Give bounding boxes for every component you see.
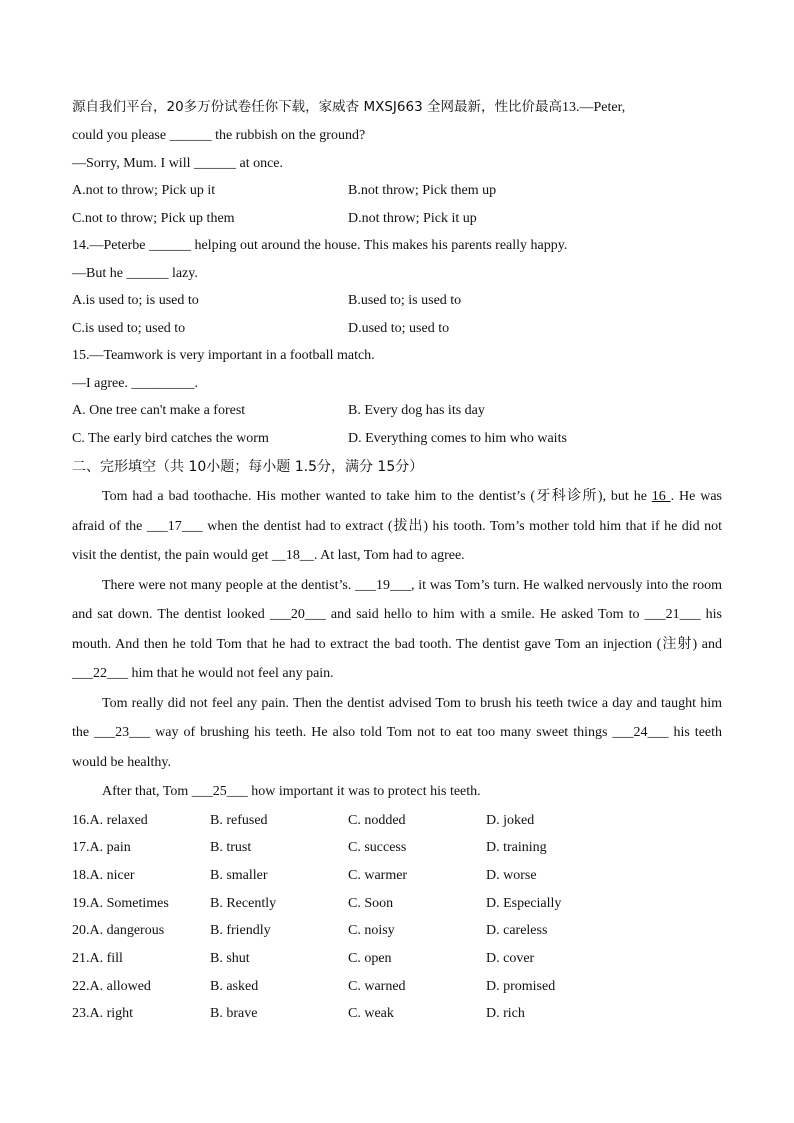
choice-20-d: D. careless (486, 923, 548, 939)
q14-line1: 14.—Peterbe ______ helping out around the house. This makes his parents really happy. (72, 238, 568, 253)
q13-option-d: D.not throw; Pick it up (348, 210, 477, 226)
choice-23-b: B. brave (210, 1006, 258, 1022)
choice-row-19 (72, 890, 722, 918)
choice-17-a: 17.A. pain (72, 840, 131, 856)
blank-16: 16 (651, 489, 671, 504)
p2-text-3: and said hello to him with a smile. He asked Tom to (325, 607, 645, 622)
choice-row-20 (72, 917, 722, 945)
choice-17-d: D. training (486, 840, 547, 856)
choice-16-c: C. nodded (348, 812, 406, 828)
choice-20-a: 20.A. dangerous (72, 923, 165, 939)
choice-row-18 (72, 862, 722, 890)
q13-line3: —Sorry, Mum. I will ______ at once. (72, 155, 284, 171)
p3-text-2: way of brushing his teeth. He also told Tom not to eat too many sweet things (150, 725, 613, 740)
q15-options-row2 (72, 425, 722, 453)
choice-row-21 (72, 945, 722, 973)
choice-22-b: B. asked (210, 978, 259, 994)
choice-21-d: D. cover (486, 950, 535, 966)
q14-option-a: A.is used to; is used to (72, 293, 199, 308)
choice-row-23 (72, 1000, 722, 1028)
choice-row-16 (72, 807, 722, 835)
blank-18: __18__ (271, 548, 314, 563)
choice-row-17 (72, 834, 722, 862)
choice-21-c: C. open (348, 950, 392, 966)
choice-17-c: C. success (348, 840, 407, 856)
choice-row-22 (72, 973, 722, 1001)
choice-18-a: 18.A. nicer (72, 867, 135, 883)
p4-text-1: After that, Tom (102, 784, 192, 799)
p2-text-2: , it was Tom’s turn. He walked nervously into the room and sat down. The dentist looked (72, 577, 722, 622)
q15-option-c: C. The early bird catches the worm (72, 430, 269, 446)
choice-19-c: C. Soon (348, 895, 394, 911)
q13-option-a: A.not to throw; Pick up it (72, 183, 216, 198)
q13-option-b: B.not throw; Pick them up (348, 183, 497, 198)
choice-21-a: 21.A. fill (72, 950, 123, 966)
passage-paragraph-1 (72, 482, 722, 571)
choice-23-a: 23.A. right (72, 1006, 134, 1022)
p2-text-4: his mouth. And then he told Tom that he had to extract the bad tooth. The dentist gave Tom an injection (注射) and (72, 607, 722, 652)
choice-23-c: C. weak (348, 1006, 394, 1022)
choice-20-b: B. friendly (210, 923, 271, 939)
q14-line2: —But he ______ lazy. (72, 265, 198, 281)
p2-text-1: There were not many people at the dentist’s. (102, 577, 356, 593)
choice-23-d: D. rich (486, 1006, 525, 1022)
blank-20: ___20___ (269, 607, 326, 622)
choice-18-c: C. warmer (348, 867, 408, 883)
choice-16-a: 16.A. relaxed (72, 812, 148, 828)
q15-option-a: A. One tree can't make a forest (72, 403, 246, 418)
passage-paragraph-2 (72, 571, 722, 689)
choice-16-b: B. refused (210, 812, 268, 828)
q13-option-c: C.not to throw; Pick up them (72, 210, 235, 226)
blank-22: ___22___ (72, 666, 128, 681)
blank-19: ___19___ (355, 577, 412, 593)
choice-18-b: B. smaller (210, 867, 268, 883)
q15-options-row1 (72, 397, 722, 425)
choice-19-a: 19.A. Sometimes (72, 895, 169, 911)
q14-options-row1 (72, 287, 722, 315)
choice-22-d: D. promised (486, 978, 556, 994)
q15-line2: —I agree. _________. (72, 375, 198, 391)
q14-option-b: B.used to; is used to (348, 293, 462, 308)
q13-options-row1 (72, 177, 722, 205)
choice-16-d: D. joked (486, 812, 535, 828)
q15-line1: 15.—Teamwork is very important in a football match. (72, 348, 375, 363)
p3-text-3: his teeth would be healthy. (72, 725, 723, 770)
p1-text-3: when the dentist had to extract (拔出) his tooth. Tom’s mother told him that if he did not visit the dentist, the pain would get (72, 518, 722, 563)
p1-text-1: Tom had a bad toothache. His mother wanted to take him to the dentist’s (牙科诊所), but he (102, 489, 652, 504)
q15-option-b: B. Every dog has its day (348, 403, 485, 418)
header-text: 源自我们平台，20多万份试卷任你下载，家威杏 MXSJ663 全网最新，性比价最高 (72, 99, 562, 115)
p1-text-4: . At last, Tom had to agree. (313, 548, 465, 563)
blank-21: ___21___ (644, 607, 701, 622)
document-page (72, 92, 722, 1028)
blank-17: ___17___ (146, 518, 203, 534)
q13-stem-start: 13.—Peter, (561, 100, 626, 115)
q13-options-row2 (72, 205, 722, 233)
choice-18-d: D. worse (486, 867, 537, 883)
q13-line2: could you please ______ the rubbish on the ground? (72, 128, 366, 143)
p1-text-2: . He was afraid of the (72, 489, 722, 534)
header-line (72, 92, 722, 122)
q15-option-d: D. Everything comes to him who waits (348, 430, 567, 446)
q14-options-row2 (72, 315, 722, 343)
section-title-cloze: 二、完形填空（共 10小题；每小题 1.5分，满分 15分） (72, 459, 424, 475)
choice-17-b: B. trust (210, 840, 252, 856)
choice-21-b: B. shut (210, 950, 250, 966)
choice-list (72, 807, 722, 1029)
choice-20-c: C. noisy (348, 923, 395, 939)
p3-text-1: Tom really did not feel any pain. Then the dentist advised Tom to brush his teeth twice a day and taught him the (72, 695, 722, 740)
p2-text-5: him that he would not feel any pain. (128, 666, 334, 681)
choice-19-b: B. Recently (210, 895, 277, 911)
choice-22-c: C. warned (348, 978, 406, 994)
choice-22-a: 22.A. allowed (72, 978, 151, 994)
choice-19-d: D. Especially (486, 895, 562, 911)
blank-23: ___23___ (94, 725, 151, 740)
passage-paragraph-3 (72, 689, 722, 778)
blank-25: ___25___ (191, 784, 248, 799)
blank-24: ___24___ (612, 725, 669, 740)
q14-option-d: D.used to; used to (348, 320, 450, 336)
q14-option-c: C.is used to; used to (72, 320, 186, 336)
passage-paragraph-4 (72, 777, 722, 807)
p4-text-2: how important it was to protect his teeth. (247, 784, 481, 799)
